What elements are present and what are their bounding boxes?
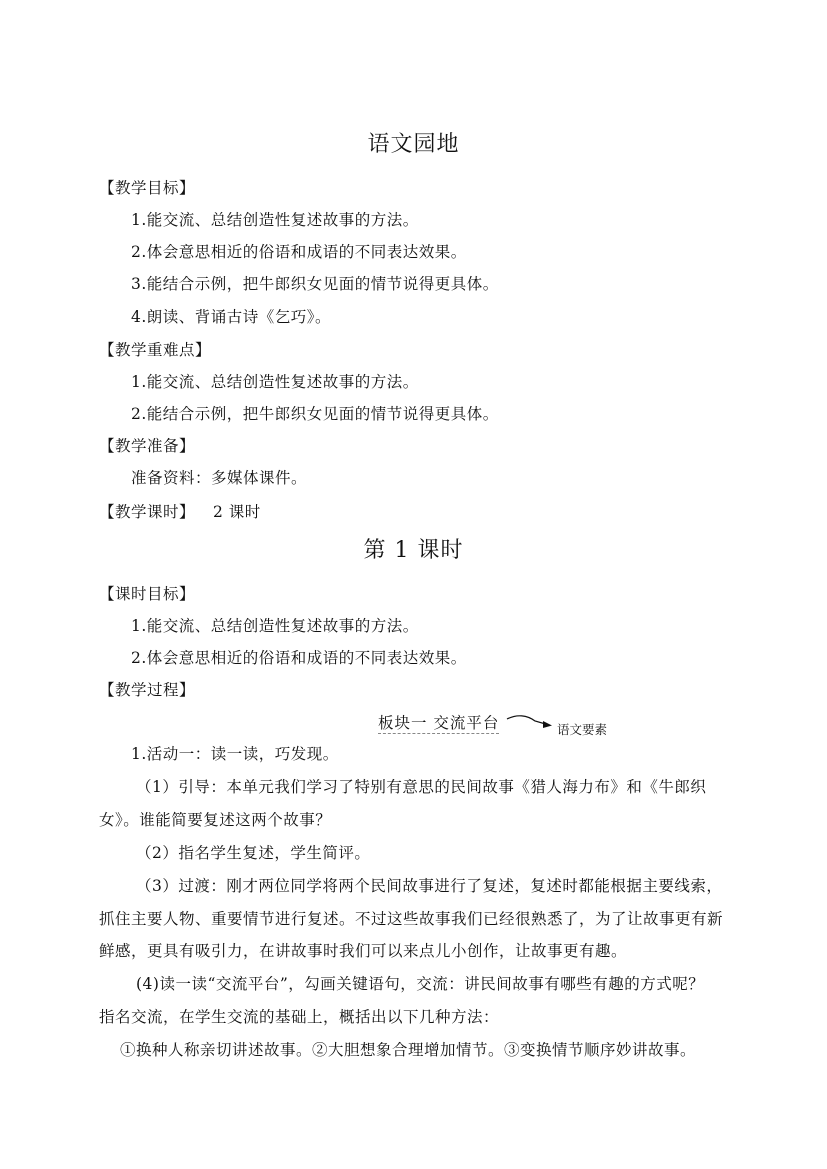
- goal-item: 3.能结合示例，把牛郎织女见面的情节说得更具体。: [131, 275, 499, 293]
- keypoint-item: 2.能结合示例，把牛郎织女见面的情节说得更具体。: [131, 405, 499, 423]
- goal-item: 1.能交流、总结创造性复述故事的方法。: [131, 211, 419, 229]
- keypoint-item: 1.能交流、总结创造性复述故事的方法。: [131, 373, 419, 391]
- lesson-title: 第 1 课时: [363, 538, 464, 563]
- paragraph-line: （3）过渡：刚才两位同学将两个民间故事进行了复述，复述时都能根据主要线索，: [136, 877, 723, 895]
- paragraph-line: （2）指名学生复述，学生简评。: [136, 844, 371, 862]
- keypoints-heading: 【教学重难点】: [99, 341, 212, 359]
- paragraph-line: 抓住主要人物、重要情节进行复述。不过这些故事我们已经很熟悉了，为了让故事更有新: [99, 910, 724, 928]
- methods-line: ①换种人称亲切讲述故事。②大胆想象合理增加情节。③变换情节顺序妙讲故事。: [120, 1041, 697, 1059]
- module-label: [378, 712, 499, 734]
- process-heading: 【教学过程】: [99, 681, 196, 699]
- goal-item: 4.朗读、背诵古诗《乞巧》。: [131, 308, 332, 326]
- goals-heading: 【教学目标】: [99, 179, 196, 197]
- module-label-text: 板块一 交流平台: [378, 714, 500, 732]
- goal-item: 2.体会意思相近的俗语和成语的不同表达效果。: [131, 243, 467, 261]
- activity-line: 1.活动一：读一读，巧发现。: [131, 745, 339, 763]
- lesson-goal-item: 1.能交流、总结创造性复述故事的方法。: [131, 617, 419, 635]
- prep-heading: 【教学准备】: [99, 437, 196, 455]
- paragraph-line: 女》。谁能简要复述这两个故事？: [99, 811, 332, 829]
- prep-text: 准备资料：多媒体课件。: [131, 469, 308, 487]
- hours-heading: 【教学课时】: [99, 503, 196, 521]
- module-tag: 语文要素: [557, 722, 608, 737]
- arrow-icon: [505, 713, 557, 729]
- hours-value: 2 课时: [213, 503, 261, 521]
- page-title: 语文园地: [367, 132, 460, 157]
- paragraph-line: 指名交流，在学生交流的基础上，概括出以下几种方法：: [99, 1008, 500, 1026]
- lesson-goal-item: 2.体会意思相近的俗语和成语的不同表达效果。: [131, 649, 467, 667]
- paragraph-line: （1）引导：本单元我们学习了特别有意思的民间故事《猎人海力布》和《牛郎织: [136, 778, 707, 796]
- paragraph-line: (4)读一读“交流平台”，勾画关键语句，交流：讲民间故事有哪些有趣的方式呢？: [136, 975, 705, 993]
- paragraph-line: 鲜感，更具有吸引力，在讲故事时我们可以来点儿小创作，让故事更有趣。: [99, 942, 628, 960]
- lesson-goals-heading: 【课时目标】: [99, 585, 196, 603]
